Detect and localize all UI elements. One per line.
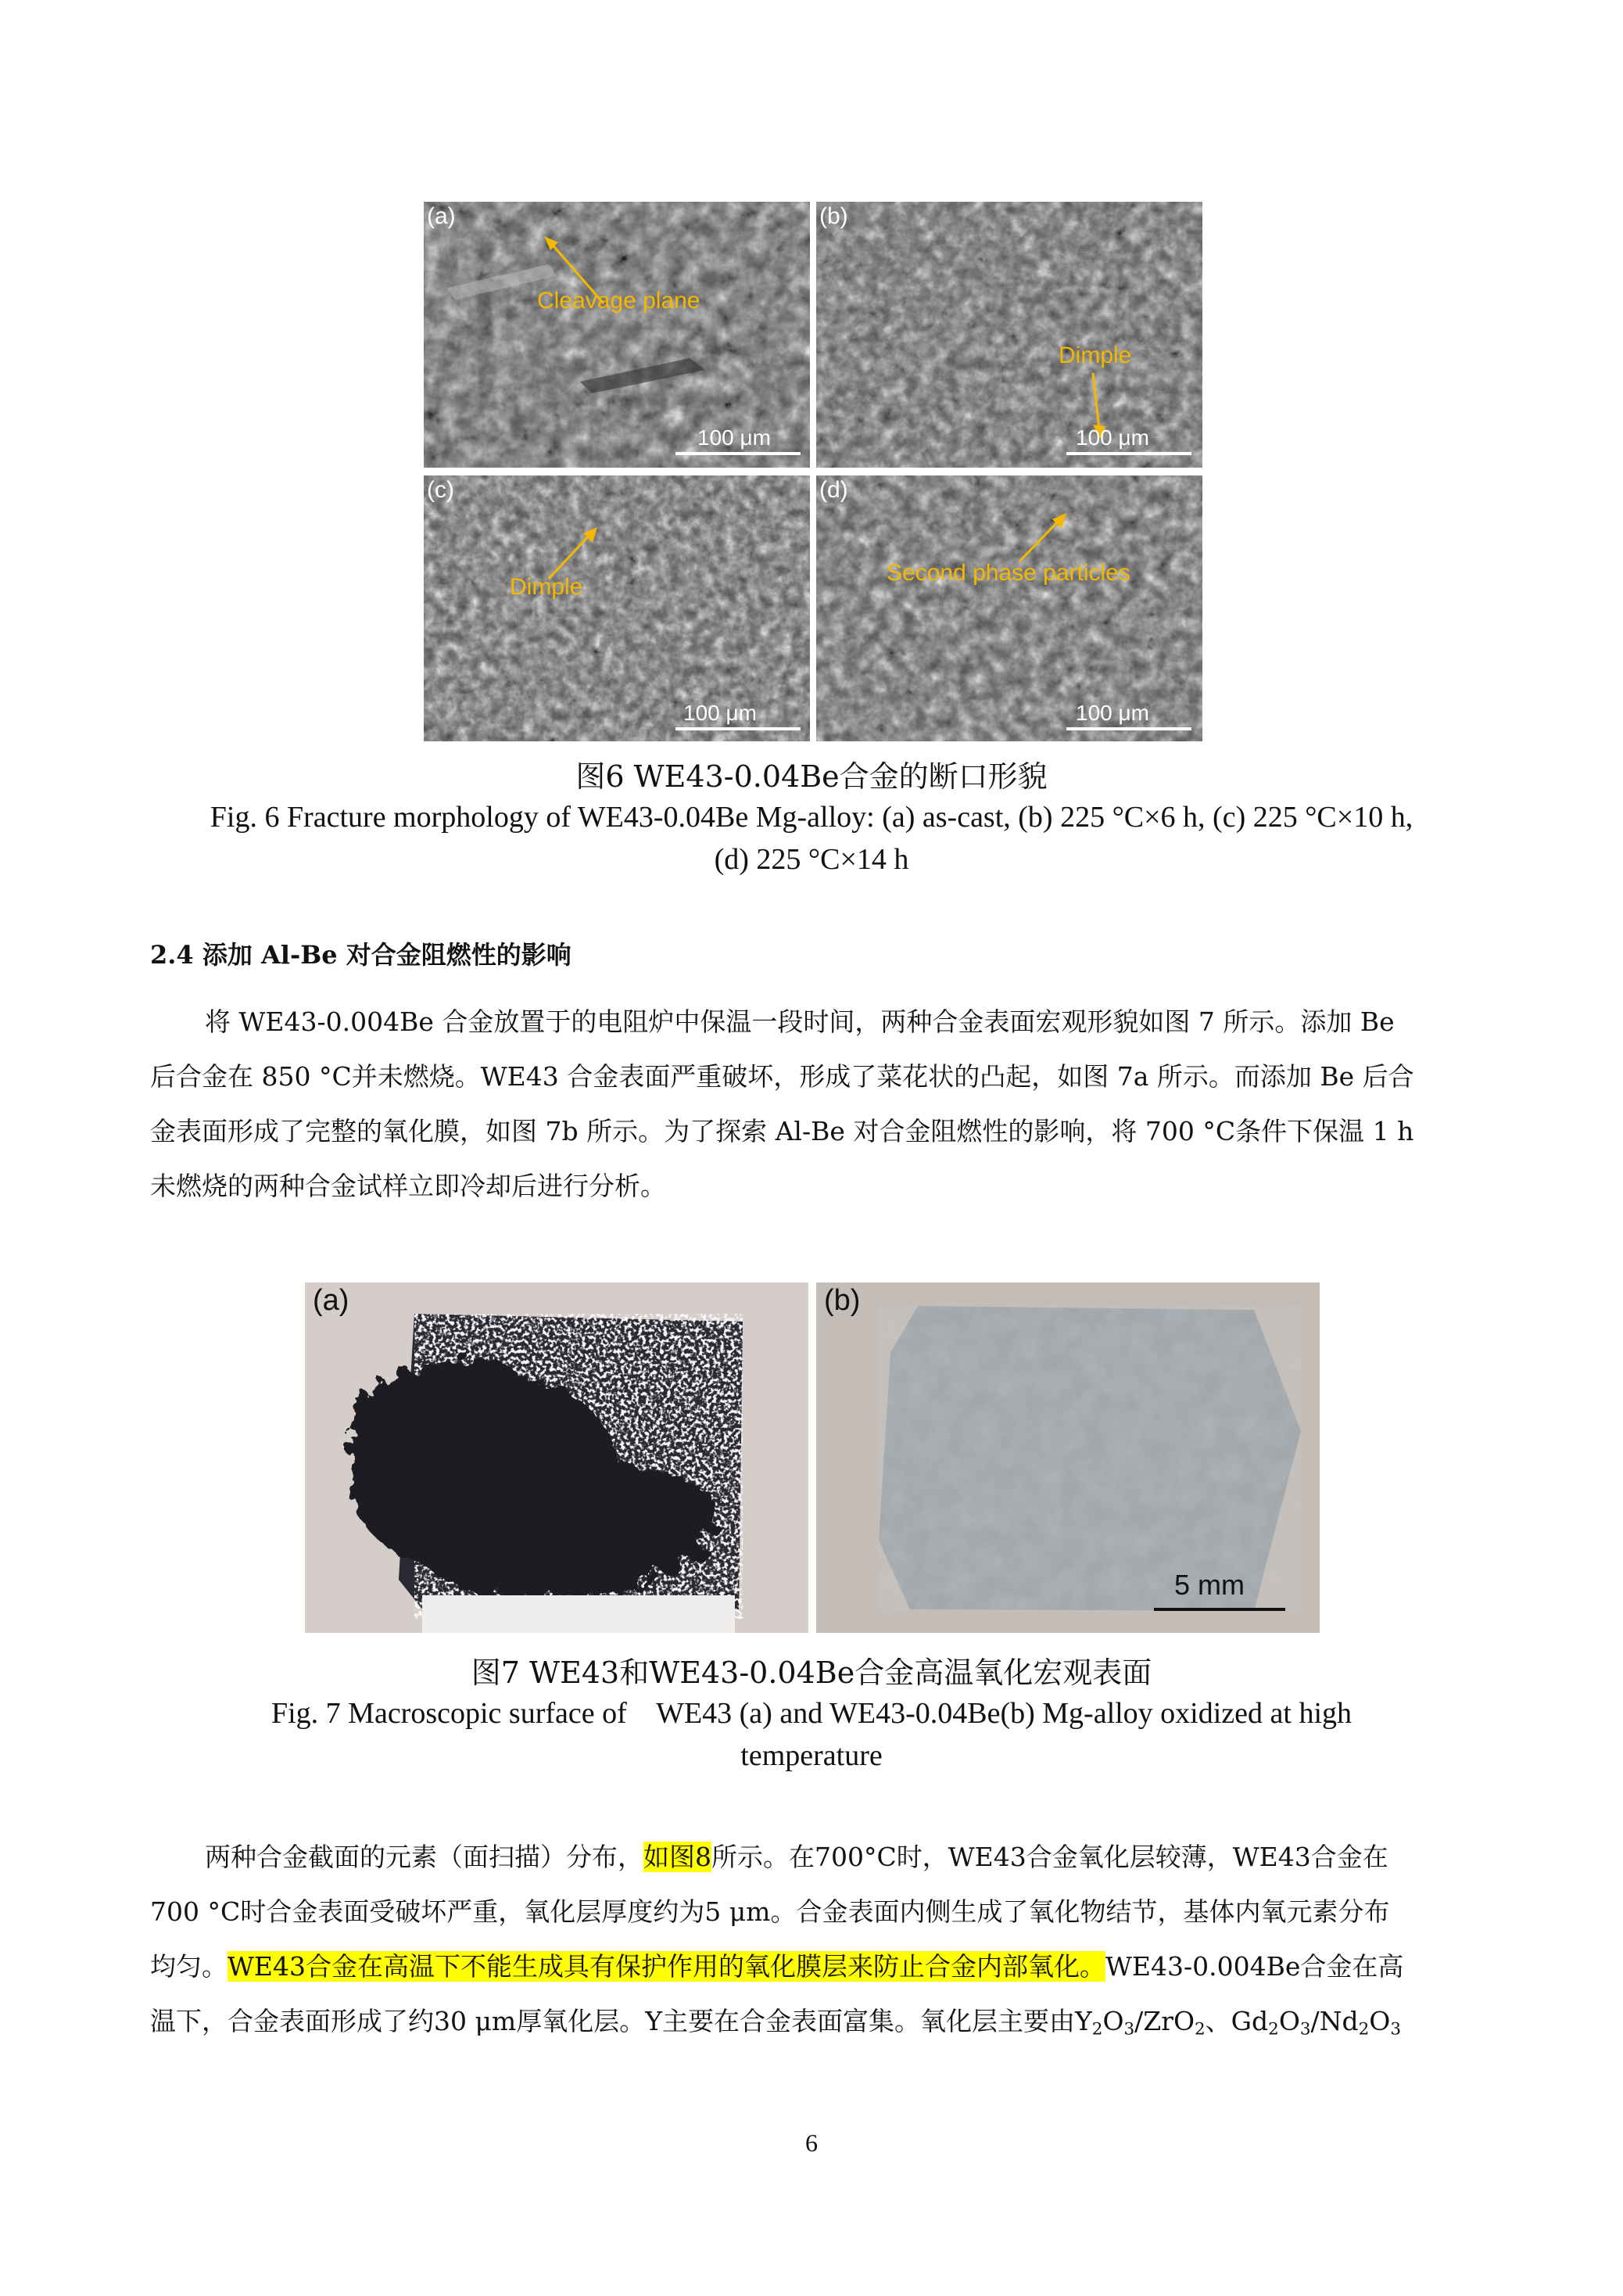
figure-7-caption-en-line1: Fig. 7 Macroscopic surface of WE43 (a) and WE43-0.04Be(b) Mg-alloy oxidized at high bbox=[270, 1697, 1352, 1730]
annotation-dimple: Dimple bbox=[510, 574, 583, 600]
highlighted-text: WE43合金在高温下不能生成具有保护作用的氧化膜层来防止合金内部氧化。 bbox=[228, 1951, 1105, 1982]
paragraph-line bbox=[150, 1994, 1481, 2049]
section-heading: 2.4 添加 Al-Be 对合金阻燃性的影响 bbox=[150, 940, 571, 970]
paragraph-line: 700 °C时合金表面受破坏严重，氧化层厚度约为5 μm。合金表面内侧生成了氧化物结节，基体内氧元素分布 bbox=[150, 1896, 1390, 1927]
text-run: /ZrO bbox=[1134, 2006, 1195, 2036]
panel-label: (b) bbox=[819, 203, 848, 229]
photo-texture-a bbox=[305, 1283, 808, 1633]
figure-6-caption-cn: 图6 WE43-0.04Be合金的断口形貌 bbox=[575, 759, 1048, 794]
text-run: O bbox=[1278, 2006, 1300, 2036]
paragraph-1 bbox=[150, 995, 1481, 1214]
subscript: 2 bbox=[1195, 2019, 1206, 2039]
sem-panel-d bbox=[816, 475, 1202, 741]
subscript: 2 bbox=[1268, 2019, 1279, 2039]
figure-7-caption-en-line2: temperature bbox=[740, 1739, 883, 1772]
subscript: 3 bbox=[1390, 2019, 1401, 2039]
text-run: 、Gd bbox=[1205, 2006, 1269, 2036]
page-number: 6 bbox=[805, 2129, 818, 2157]
panel-label: (b) bbox=[824, 1284, 861, 1317]
annotation-second-phase-particles: Second phase particles bbox=[887, 560, 1130, 586]
paragraph-2 bbox=[150, 1830, 1481, 2049]
scale-bar bbox=[1066, 452, 1191, 455]
text-run: WE43-0.004Be合金在高 bbox=[1105, 1951, 1404, 1982]
annotation-dimple: Dimple bbox=[1059, 343, 1132, 368]
scale-bar-label: 100 μm bbox=[697, 425, 771, 450]
figure-6-caption-en-line1: Fig. 6 Fracture morphology of WE43-0.04Be Mg-alloy: (a) as-cast, (b) 225 °C×6 h, (c) 225 °C×10 h, bbox=[210, 801, 1413, 834]
subscript: 2 bbox=[1358, 2019, 1370, 2039]
text-run: O bbox=[1102, 2006, 1124, 2036]
text-run: 温下，合金表面形成了约30 μm厚氧化层。Y主要在合金表面富集。氧化层主要由Y bbox=[150, 2006, 1092, 2036]
subscript: 3 bbox=[1299, 2019, 1311, 2039]
sem-panel-a bbox=[424, 202, 810, 468]
photo-panel-a bbox=[305, 1283, 808, 1633]
highlighted-text: 如图8 bbox=[643, 1842, 711, 1872]
text-run: O bbox=[1369, 2006, 1391, 2036]
subscript: 3 bbox=[1123, 2019, 1135, 2039]
paragraph-line: 未燃烧的两种合金试样立即冷却后进行分析。 bbox=[150, 1171, 666, 1201]
scale-bar bbox=[1154, 1608, 1285, 1611]
scale-bar bbox=[1066, 727, 1191, 730]
scale-bar-label: 100 μm bbox=[1076, 701, 1149, 725]
panel-label: (c) bbox=[427, 477, 454, 503]
scale-bar bbox=[675, 727, 801, 730]
panel-label: (d) bbox=[819, 477, 848, 503]
text-run: 均匀。 bbox=[150, 1951, 228, 1982]
figure-7-caption-cn: 图7 WE43和WE43-0.04Be合金高温氧化宏观表面 bbox=[471, 1656, 1152, 1690]
scale-bar-label: 100 μm bbox=[1076, 425, 1149, 450]
scale-bar bbox=[675, 452, 801, 455]
scale-bar-label: 100 μm bbox=[683, 701, 757, 725]
sem-panel-b bbox=[816, 202, 1202, 468]
annotation-cleavage-plane: Cleavage plane bbox=[537, 288, 700, 314]
photo-panel-b bbox=[816, 1283, 1320, 1633]
text-run: 所示。在700°C时，WE43合金氧化层较薄，WE43合金在 bbox=[711, 1842, 1388, 1872]
paragraph-line: 金表面形成了完整的氧化膜，如图 7b 所示。为了探索 Al-Be 对合金阻燃性的影响，将 700 °C条件下保温 1 h bbox=[150, 1116, 1414, 1146]
paragraph-line bbox=[150, 1830, 1481, 1885]
paragraph-line bbox=[150, 1939, 1481, 1994]
scale-bar-label: 5 mm bbox=[1174, 1569, 1245, 1601]
paragraph-line: 将 WE43-0.004Be 合金放置于的电阻炉中保温一段时间，两种合金表面宏观形貌如图 7 所示。添加 Be bbox=[205, 1006, 1395, 1037]
text-run: 两种合金截面的元素（面扫描）分布， bbox=[205, 1842, 643, 1872]
figure-6-caption-en-line2: (d) 225 °C×14 h bbox=[714, 843, 909, 876]
paragraph-line: 后合金在 850 °C并未燃烧。WE43 合金表面严重破坏，形成了菜花状的凸起，如图 7a 所示。而添加 Be 后合 bbox=[150, 1061, 1414, 1092]
panel-label: (a) bbox=[313, 1284, 349, 1317]
sem-panel-c bbox=[424, 475, 810, 741]
panel-label: (a) bbox=[427, 203, 456, 229]
subscript: 2 bbox=[1091, 2019, 1103, 2039]
text-run: /Nd bbox=[1310, 2006, 1359, 2036]
